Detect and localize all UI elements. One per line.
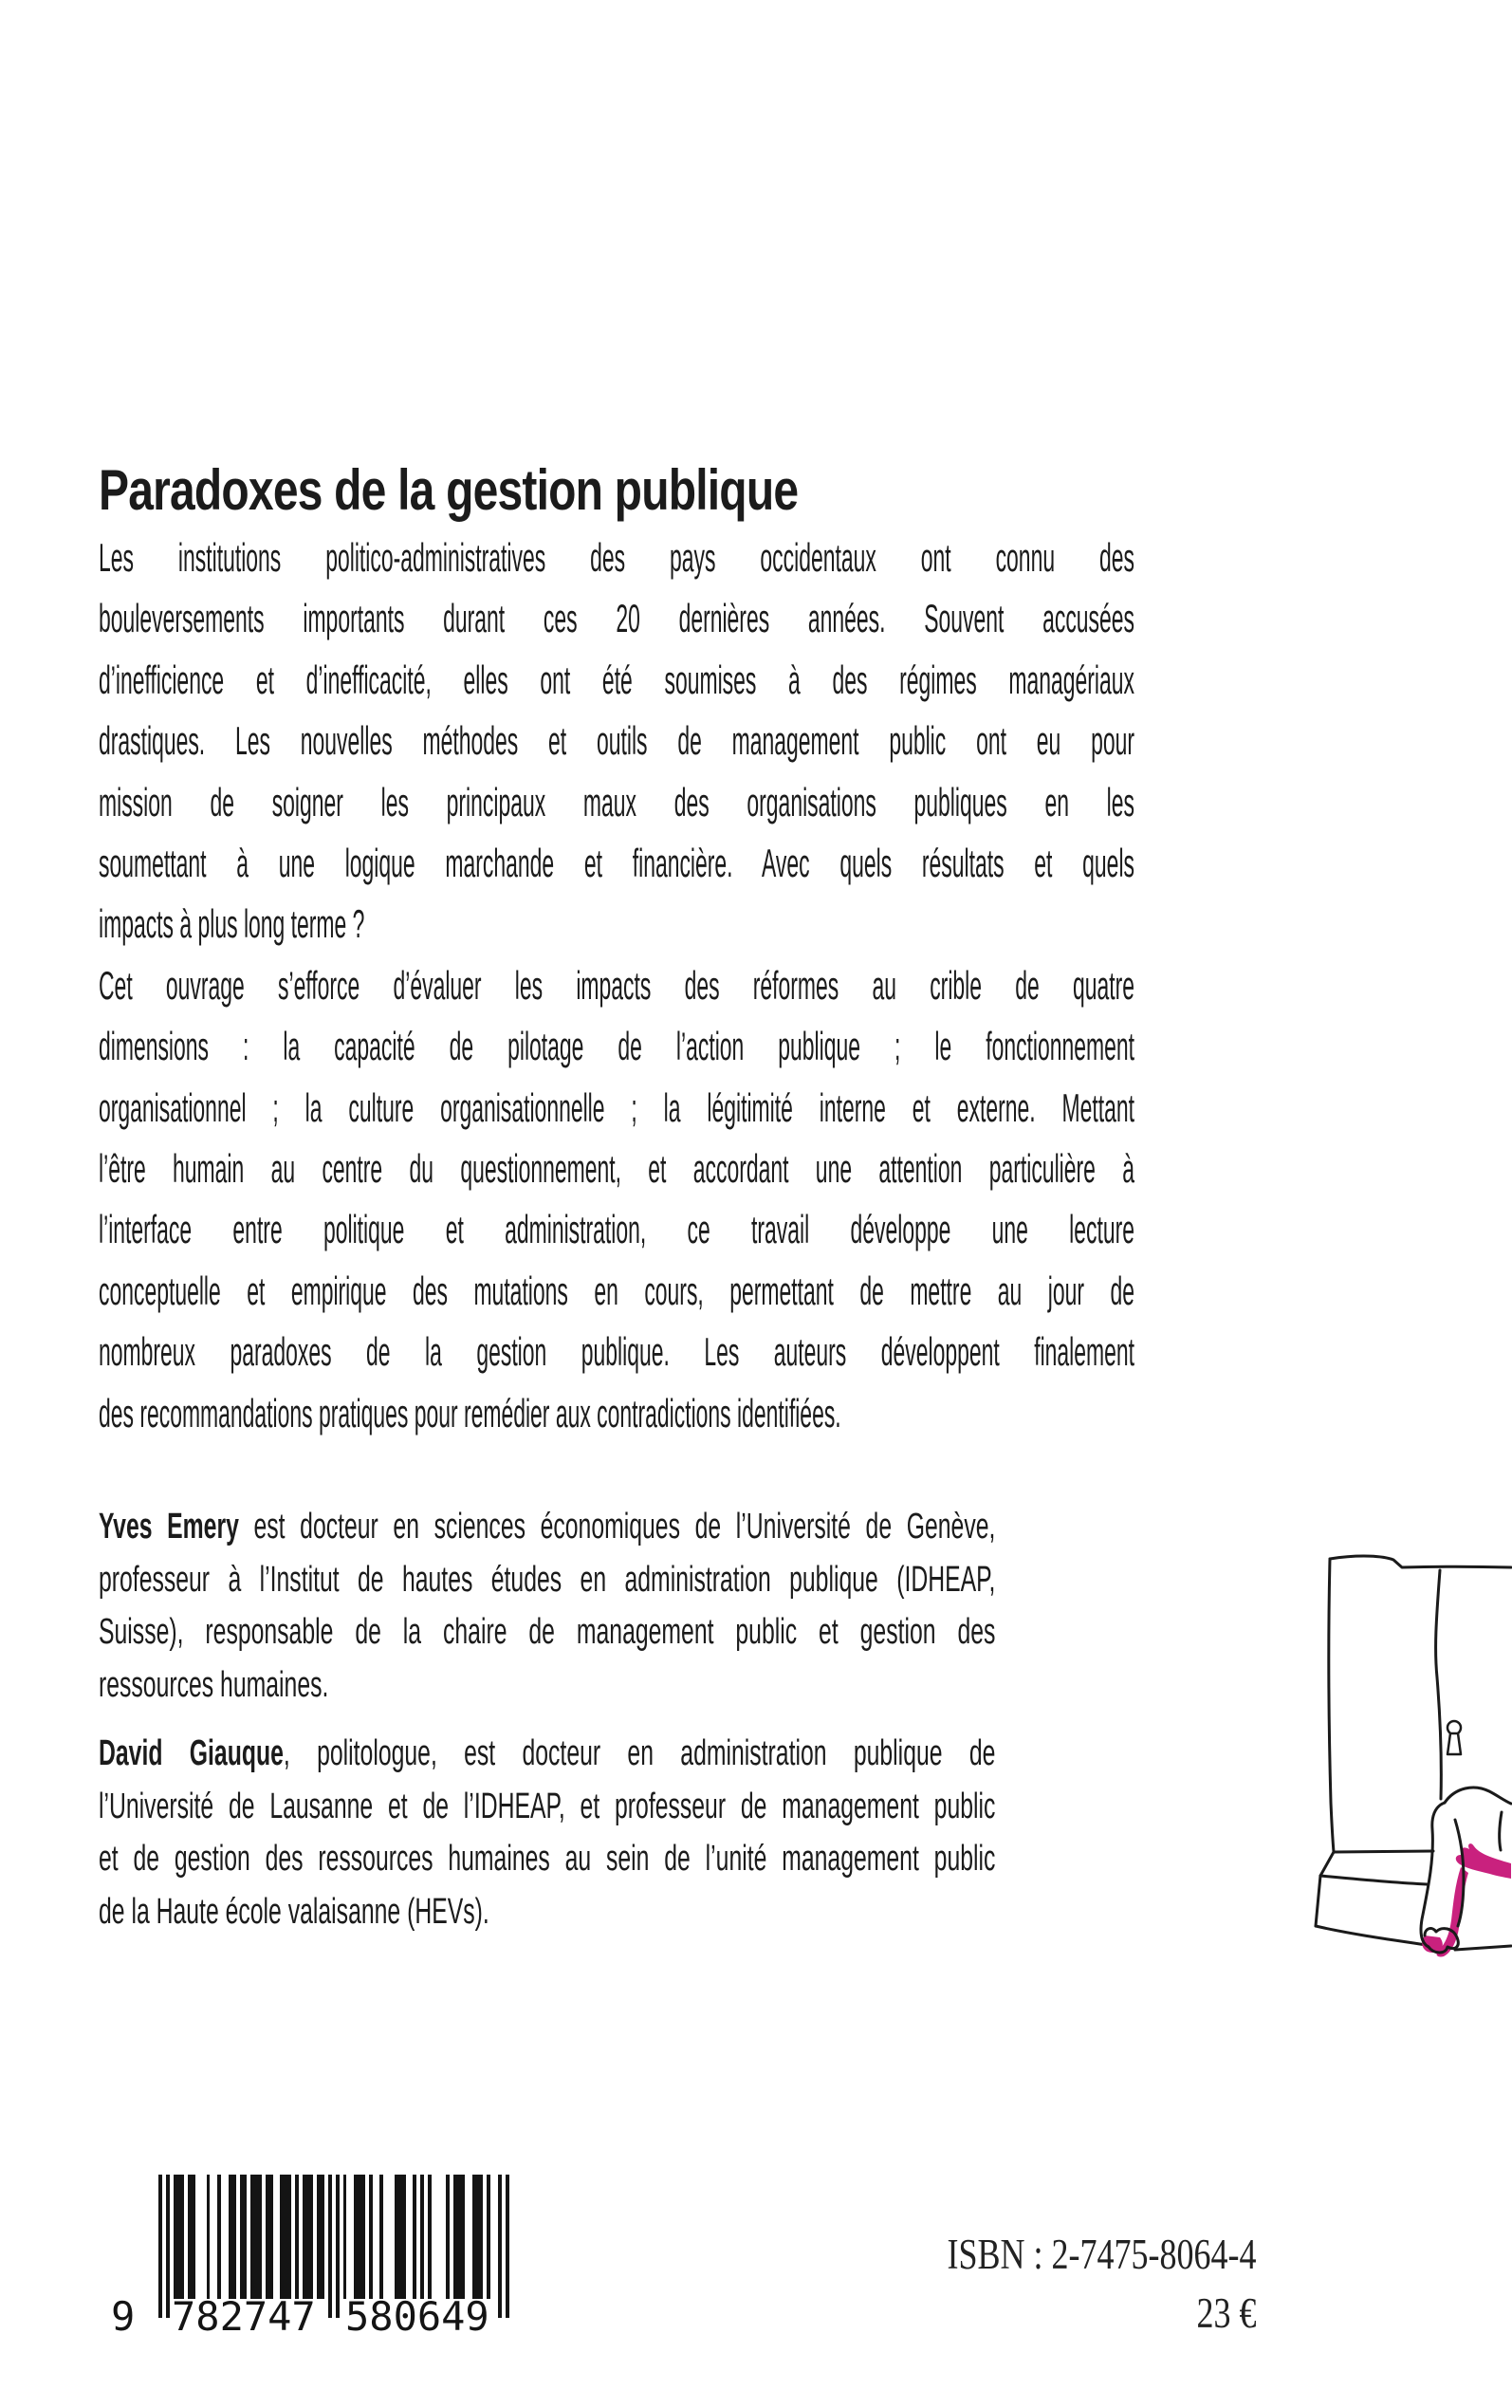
text-line: l’être humain au centre du questionnement, et accordant une attention particulière à [99, 1146, 1134, 1192]
text-line: drastiques. Les nouvelles méthodes et outils de management public ont eu pour [99, 718, 1134, 764]
text-line: Les institutions politico-administratives des pays occidentaux ont connu des [99, 535, 1134, 580]
text-line [99, 1501, 995, 1554]
text-line: impacts à plus long terme ? [99, 901, 365, 947]
text-line: mission de soigner les principaux maux des organisations publiques en les [99, 779, 1134, 824]
text-line: organisationnel ; la culture organisationnelle ; la légitimité interne et externe. Mettant [99, 1084, 1134, 1130]
text-line: des recommandations pratiques pour remédier aux contradictions identifiées. [99, 1390, 841, 1436]
author-name: Yves Emery [99, 1507, 239, 1547]
synopsis-paragraph-2 [99, 955, 1134, 1444]
text-line: l’Université de Lausanne et de l’IDHEAP, et professeur de management public [99, 1786, 996, 1826]
author-bios [99, 1501, 995, 1938]
author-bio-yves-emery [99, 1501, 995, 1712]
text-line: soumettant à une logique marchande et financière. Avec quels résultats et quels [99, 841, 1134, 886]
text-line: Suisse), responsable de la chaire de management public et gestion des [99, 1612, 996, 1652]
isbn-text: ISBN : 2-7475-8064-4 [947, 2231, 1256, 2278]
door-outline [1329, 1556, 1511, 1852]
author-bio-david-giauque [99, 1728, 995, 1938]
text-line: conceptuelle et empirique des mutations en cours, permettant de mettre au jour de [99, 1268, 1134, 1313]
pink-cloth [1422, 1843, 1511, 1956]
text-line [99, 1728, 995, 1781]
text-line: l’interface entre politique et administration, ce travail développe une lecture [99, 1207, 1134, 1252]
text-line: ressources humaines. [99, 1664, 329, 1705]
text-line: dimensions : la capacité de pilotage de l’action publique ; le fonctionnement [99, 1024, 1134, 1069]
synopsis [99, 528, 1134, 1444]
barcode-digits-group2: 580649 [345, 2293, 489, 2340]
bio-text: est docteur en sciences économiques de l’Université de Genève, [238, 1507, 996, 1547]
text-line: d’inefficience et d’inefficacité, elles ont été soumises à des régimes managériaux [99, 657, 1134, 702]
text-line: professeur à l’Institut de hautes études en administration publique (IDHEAP, [99, 1559, 996, 1600]
text-line: Cet ouvrage s’efforce d’évaluer les impacts des réformes au crible de quatre [99, 962, 1134, 1008]
text-line: de la Haute école valaisanne (HEVs). [99, 1891, 489, 1932]
keyhole-door-illustration [1303, 1545, 1512, 1958]
price-text: 23 € [1196, 2289, 1256, 2337]
isbn-block [947, 2230, 1256, 2338]
barcode-digit-lead: 9 [111, 2293, 136, 2340]
author-name: David Giauque [99, 1733, 284, 1773]
book-title: Paradoxes de la gestion publique [99, 458, 799, 522]
text-line: et de gestion des ressources humaines au sein de l’unité management public [99, 1839, 996, 1879]
barcode-digits-group1: 782747 [172, 2293, 316, 2340]
barcode [111, 2175, 510, 2351]
keyhole-icon [1447, 1721, 1461, 1754]
synopsis-paragraph-1 [99, 528, 1134, 955]
bio-text: , politologue, est docteur en administration publique de [283, 1733, 996, 1773]
text-line: bouleversements importants durant ces 20 dernières années. Souvent accusées [99, 596, 1134, 641]
text-line: nombreux paradoxes de la gestion publique. Les auteurs développent finalement [99, 1329, 1134, 1375]
barcode-module [506, 2175, 509, 2318]
